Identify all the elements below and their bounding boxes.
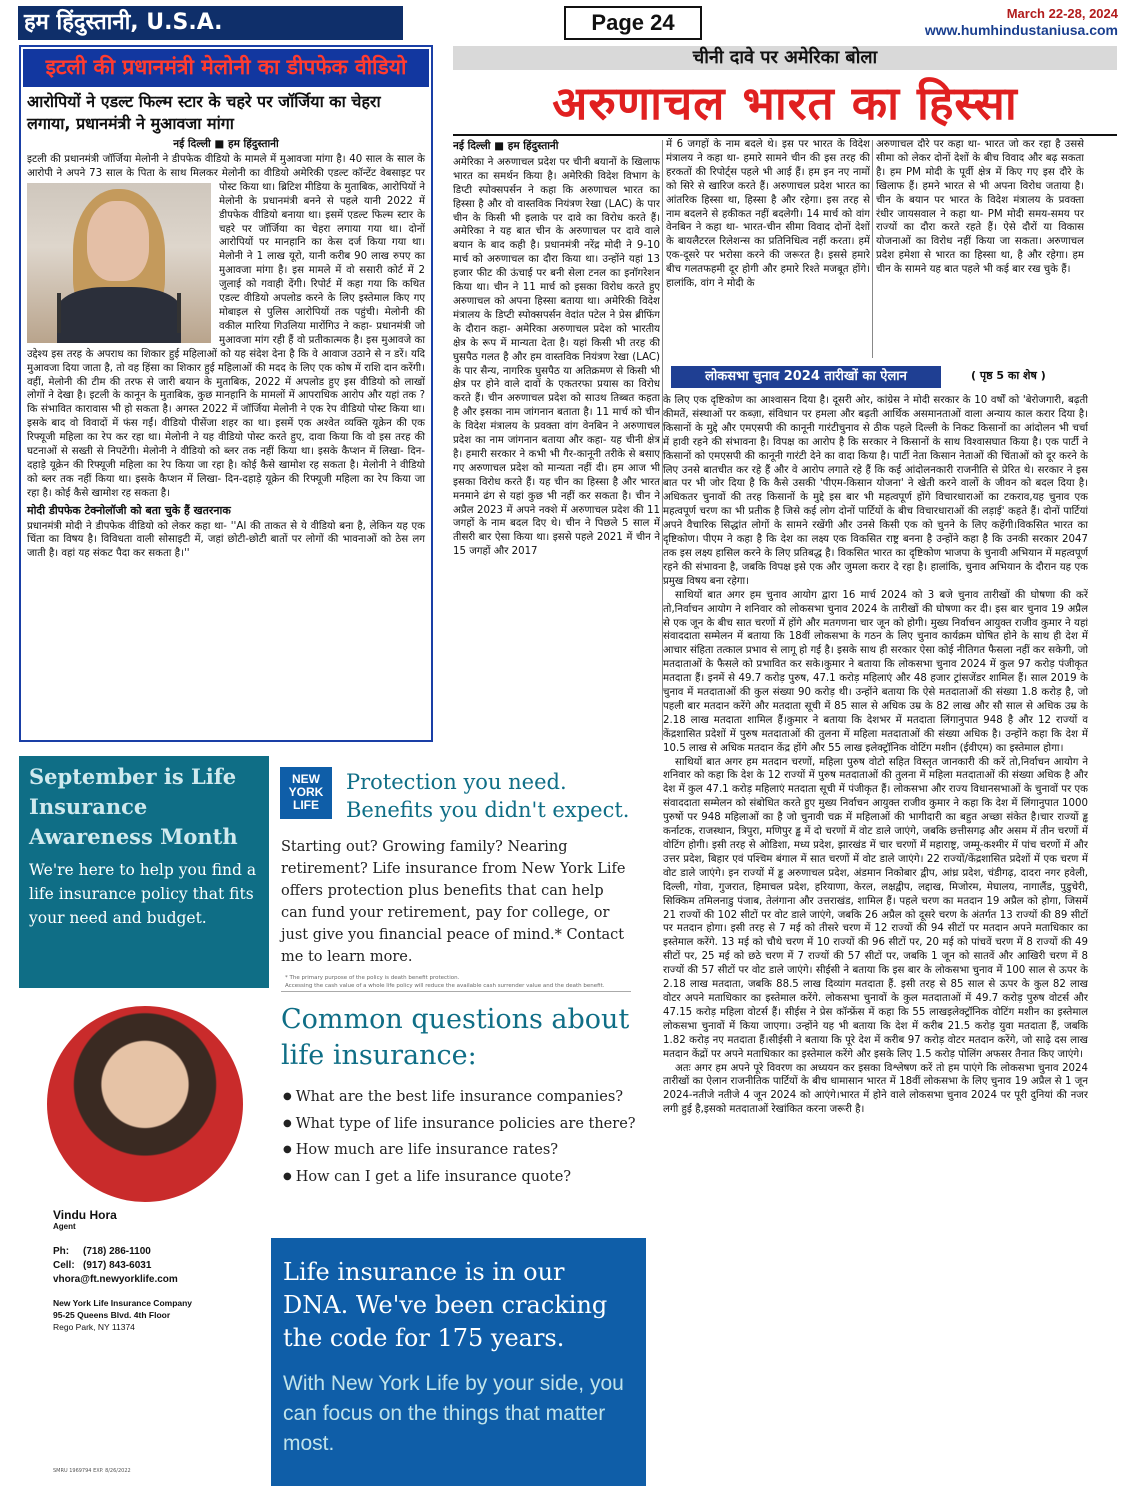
headline-rule	[453, 134, 1117, 136]
issue-date: March 22-28, 2024	[1006, 6, 1118, 21]
ad-dna-text: Life insurance is in our DNA. We've been cracking the code for 175 years.	[283, 1258, 608, 1352]
arunachal-byline: नई दिल्ली ■ हम हिंदुस्तानी	[453, 140, 559, 152]
arunachal-col3-text: अरुणाचल दौरे पर कहा था- भारत जो कर रहा है उससे सीमा को लेकर दोनों देशों के बीच विवाद और बढ़ सकता है। हम PM मोदी के पूर्वी क्षेत्र में किए गए इस दौरे के खिलाफ हैं। हमने भारत से भी अपना विरोध जताया है। चीन के बयान पर भारत के विदेश मंत्रालय के प्रवक्ता रंधीर जायसवाल ने कहा था- PM मोदी समय-समय पर राज्यों का दौरा करते रहते हैं। ऐसे दौरों या विकास योजनाओं का विरोध नहीं किया जा सकता। अरुणाचल प्रदेश हमेशा से भारत का हिस्सा था, है और रहेगा। हम चीन के सामने यह बात पहले भी कई बार रख चुके हैं।	[876, 139, 1084, 276]
meloni-body	[27, 153, 425, 561]
faq-item: ● How can I get a life insurance quote?	[283, 1164, 648, 1191]
agent-phone[interactable]: Ph: (718) 286-1100	[53, 1246, 151, 1257]
ad-awareness-intro: We're here to help you find a life insurance policy that fits your need and budget.	[29, 861, 257, 927]
ad-dna-panel	[271, 1238, 646, 1486]
tagline-line-2: Benefits you didn't expect.	[346, 798, 630, 822]
election-title: लोकसभा चुनाव 2024 तारीखों का ऐलान	[671, 366, 941, 388]
arunachal-headline: अरुणाचल भारत का हिस्सा	[552, 76, 1018, 130]
arunachal-col1-text: अमेरिका ने अरुणाचल प्रदेश पर चीनी बयानों के खिलाफ भारत का समर्थन किया है। अमेरिकी विदेश विभाग के डिप्टी स्पोक्सपर्सन ने कहा कि अरुणाचल भारत का हिस्सा है और वो वास्तविक नियंत्रण रेखा (LAC) के पार चीन के किसी भी इलाके पर दावे का विरोध करते हैं। अमेरिका ने यह बात चीन के अरुणाचल पर दावे वाले बयान के बाद कही है। प्रधानमंत्री नरेंद्र मोदी ने 9-10 मार्च को अरुणाचल का दौरा किया था। उन्होंने यहां 13 हजार फीट की ऊंचाई पर बनी सेला टनल का इनॉगरेशन किया था। चीन ने 11 मार्च को इसका विरोध करते हुए अरुणाचल को अपना हिस्सा बताया था। अमेरिकी विदेश मंत्रालय के डिप्टी स्पोक्सपर्सन वेदांत पटेल ने प्रेस ब्रीफिंग के दौरान कहा- अमेरिका अरुणाचल प्रदेश को भारतीय क्षेत्र के रूप में मान्यता देता है। यहां किसी भी तरह की घुसपैठ गलत है और हम वास्तविक नियंत्रण रेखा (LAC) के पार सैन्य, नागरिक घुसपैठ या अतिक्रमण से किसी भी क्षेत्र पर होने वाले दावों के एकतरफा प्रयास का विरोध करते हैं। चीन अरुणाचल प्रदेश को साउथ तिब्बत कहता है और इसका नाम जांगनान बताता है। 11 मार्च को चीन के विदेश मंत्रालय के प्रवक्ता वांग वेनबिन ने अरुणाचल प्रदेश का नाम जांगनान बताया और कहा- यह चीनी क्षेत्र है। हमारी सरकार ने कभी भी गैर-कानूनी तरीके से बसाए गए अरुणाचल प्रदेश को मान्यता नहीं दी। हम आज भी इसका विरोध करते हैं। यह चीन का हिस्सा है और भारत मनमाने ढंग से यहां कुछ भी नहीं कर सकता है। चीन ने अप्रैल 2023 में अपने नक्शे में अरुणाचल प्रदेश की 11 जगहों के नाम बदल दिए थे। चीन ने पिछले 5 साल में तीसरी बार ऐसा किया था। इससे पहले 2021 में चीन ने 15 जगहों और 2017	[453, 156, 660, 558]
masthead	[18, 6, 1118, 42]
agent-company: New York Life Insurance Company	[53, 1298, 193, 1308]
ad-body-copy: Starting out? Growing family? Nearing retirement? Life insurance from New York Life offers protection plus benefits that can help can fund your retirement, pay for college, or just give you financial peace of mind.* Contact me to learn more.	[281, 839, 626, 965]
agent-address-line1: 95-25 Queens Blvd. 4th Floor	[53, 1310, 171, 1320]
meloni-subhead: आरोपियों ने एडल्ट फिल्म स्टार के चहरे पर जॉर्जिया का चेहरा लगाया, प्रधानमंत्री ने मुआवजा मांगा	[27, 92, 381, 133]
continued-note: ( पृष्ठ 5 का शेष )	[971, 369, 1046, 382]
masthead-right	[925, 6, 1118, 39]
election-body	[663, 394, 1088, 1484]
arunachal-kicker: चीनी दावे पर अमेरिका बोला	[453, 46, 1117, 70]
ad-divider	[281, 991, 631, 992]
page-number: Page 24	[564, 6, 702, 40]
election-para-3: साथियों बात अगर हम मतदान चरणों, महिला पुरुष वोटो सहित विस्तृत जानकारी की करें तो,निर्वाचन आयोग ने शनिवार को कहा कि देश के 12 राज्यों में पुरुष मतदाताओं की तुलना में महिला मतदाताओं की संख्या अधिक है और देश में कुल 47.1 करोड़ महिलाएं मतदाता सूची में पंजीकृत हैं। लोकसभा और राज्य विधानसभाओं के चुनावों पर एक संवाददाता सम्मेलन को संबोधित करते हुए मुख्य निर्वाचन आयुक्त राजीव कुमार ने कहा कि देश में लिंगानुपात 1000 पुरुषों पर 948 महिलाओं का है जो चुनावी चक्र में महिलाओं की भागीदारी का बहुत अच्छा संकेत है।चार राज्यों ड्ढ कर्नाटक, राजस्थान, त्रिपुरा, मणिपुर ड्ढ में दो चरणों में वोट डाले जाएंगे, जबकि छत्तीसगढ़ और असम में तीन चरणों में वोटिंग होगी। इसी तरह से ओडिशा, मध्य प्रदेश, झारखंड में चार चरणों मेंं महाराष्ट्र, जम्मू-कश्मीर में पांच चरणों में और उत्तर प्रदेश, बिहार एवं पश्चिम बंगाल में सात चरणों में वोट डाले जाएंगे। 22 राज्यों/केंद्रशासित प्रदेशों में एक चरण में वोट डाले जाएंगे। इन राज्यों में ड्ढ अरुणाचल प्रदेश, अंडमान निकोबार द्वीप, आंध्र प्रदेश, चंडीगढ़, दादरा नगर हवेली, दिल्ली, गोवा, गुजरात, हिमाचल प्रदेश, हरियाणा, केरल, लक्षद्वीप, लद्दाख, मिजोरम, मेघालय, नागालैंड, पुडुचेरी, सिक्किम तमिलनाडु पंजाब, तेलंगाना और उत्तराखंड, शामिल हैं। पहले चरण का मतदान 19 अप्रैल को होगा, जिसमें 21 राज्यों की 102 सीटों पर वोट डाले जाएंगे, जबकि 26 अप्रैल को दूसरे चरण के अंतर्गत 13 राज्यों की 89 सीटों पर मतदान होगा। इसी तरह से 7 मई को तीसरे चरण में 12 राज्यों की 94 सीटों पर मतदान अपने मताधिकार का इस्तेमाल करेंगे. 13 मई को चौथे चरण में 10 राज्यों की 96 सीटों पर, 20 मई को पांचवें चरण में 8 राज्यों की 49 सीटों पर, 25 मई को छठे चरण में 7 राज्यों की 57 सीटों पर, जबकि 1 जून को सातवें और आखिरी चरण में 8 राज्यों की 57 सीटों पर वोट डाले जाएंगे। सीईसी ने बताया कि इस बार के लोकसभा चुनाव में 100 साल से ऊपर के 2.18 लाख मतदाता, जबकि 88.5 लाख दिव्यांग मतदाता हैं. इसी तरह से 85 साल से ऊपर के कुल 82 लाख वोटर अपने मताधिकार का इस्तेमाल करेंगे. लोकसभा चुनावों के कुल मतदाताओं में 49.7 करोड़ पुरुष वोटर्स और 47.15 करोड़ महिला वोटर्स हैं। सीईस ने प्रेस कॉन्फ्रेंस में कहा कि 55 लाखइलेक्ट्रॉनिक वोटिंग मशीन का इस्तेमाल लोकसभा चुनावों में किया जाएगा। उन्होंने यह भी बताया कि देश में करीब 21.5 करोड़ युवा मतदाता हैं, जबकि 1.82 करोड़ नए मतदाता हैं।सीईसी ने बताया कि पूरे देश में करीब 97 करोड़ वोटर मतदान करेंगे, जो साढ़े दस लाख मतदान केंद्रों पर अपने मताधिकार का इस्तेमाल करेंगे और इसके लिए 1.5 करोड़ पोलिंग अफसर तैनात किए जाएंगे।	[663, 756, 1088, 1060]
election-para-2: साथियों बात अगर हम चुनाव आयोग द्वारा 16 मार्च 2024 को 3 बजे चुनाव तारीखों की घोषणा की करें तो,निर्वाचन आयोग ने शनिवार को लोकसभा चुनाव 2024 के तारीखों की घोषणा कर दी। इस बार चुनाव 19 अप्रैल से एक जून के बीच सात चरणों में होंगे और मतगणना चार जून को होगी। मुख्य निर्वाचन आयुक्त राजीव कुमार ने यहां संवाददाता सम्मेलन में बताया कि 18वीं लोकसभा के गठन के लिए चुनाव कार्यक्रम घोषित होने के साथ ही देश में आचार संहिता तत्काल प्रभाव से लागू हो गई है। इसके साथ ही सरकार ऐसा कोई नीतिगत फैसला नहीं कर सकेगी, जो मतदाताओं के फैसले को प्रभावित कर सके।कुमार ने बताया कि लोकसभा चुनाव 2024 में कुल 97 करोड़ पंजीकृत मतदाता हैं। इनमें से 49.7 करोड़ पुरुष, 47.1 करोड़ महिलाएं और 48 हजार ट्रांसजेंडर शामिल हैं। साल 2019 के चुनाव में मतदाताओं की कुल संख्या 90 करोड़ थी। उन्होंने बताया कि ऐसे मतदाताओं की संख्या 1.8 करोड़ है, जो पहली बार मतदान करेंगे और मतदाता सूची में 85 साल से अधिक उम्र के 82 लाख और सौ साल से अधिक उम्र के 2.18 लाख मतदाता शामिल हैं।कुमार ने बताया कि देशभर में मतदाता लिंगानुपात 948 है और 12 राज्यों व केंद्रशासित प्रदेशों में पुरुष मतदाताओं की तुलना में महिला मतदाताओं की संख्या अधिक है। उन्होंने कहा कि देश में 10.5 लाख से अधिक मतदान केंद्र होंगे और 55 लाख इलेक्ट्रॉनिक वोटिंग मशीन (ईवीएम) का इस्तेमाल होगा।	[663, 589, 1088, 754]
meloni-para2: प्रधानमंत्री मोदी ने डीपफेक वीडियो को लेकर कहा था- ''AI की ताकत से ये वीडियो बना है, लेकिन यह एक चिंता का विषय है। विविधता वाली सोसाइटी में, जहां छोटी-छोटी बातों पर लोगों की भावनाओं को ठेस लग जाती है। वहां यह संकट पैदा कर सकता है।''	[27, 520, 425, 560]
election-header	[671, 366, 1075, 390]
meloni-byline: नई दिल्ली ■ हम हिंदुस्तानी	[173, 138, 279, 150]
agent-name: Vindu Hora	[53, 1208, 117, 1222]
ad-focus-text: With New York Life by your side, you can focus on the things that matter most.	[283, 1372, 624, 1455]
meloni-subhead2: मोदी डीपफेक टेक्नोलॉजी को बता चुके हैं खतरनाक	[27, 503, 231, 517]
meloni-headline: इटली की प्रधानमंत्री मेलोनी का डीपफेक वीडियो	[23, 49, 429, 87]
arunachal-column-1	[453, 138, 660, 745]
ad-awareness-headline: September is Life Insurance Awareness Month	[29, 764, 238, 849]
agent-photo	[47, 1006, 243, 1202]
agent-role: Agent	[53, 1222, 76, 1231]
ad-left-panel	[19, 756, 269, 1486]
agent-card	[53, 1208, 268, 1333]
election-para-4: अतः अगर हम अपने पूरे विवरण का अध्ययन कर इसका विश्लेषण करें तो हम पाएंगे कि लोकसभा चुनाव 2024 तारीखों का ऐलान राजनीतिक पार्टियों के बीच धामासान भारत में 18वीं लोकसभा के लिए चुनाव 19 अप्रैल से 1 जून 2024-नतीजे नतीजे 4 जून 2024 को आएंगे।भारत में होने वाले लोकसभा चुनाव 2024 पर पूरी दुनियां की नजर लगी हुई है,इसको मतदाताओं रेखांकित करना जरूरी है।	[663, 1062, 1088, 1116]
new-york-life-ad	[19, 756, 646, 1486]
column-divider	[872, 140, 873, 358]
meloni-para1-rest: वीडियो अमेरिकी एडल्ट कॉन्टेंट वेबसाइट पर पोस्ट किया था। ब्रिटिश मीडिया के मुताबिक, आरोपियों ने मेलोनी के प्रधानमंत्री बनने से पहले यानी 2022 में डीपफेक वीडियो बनाया था। इसमें एडल्ट फिल्म स्टार के चहरे पर जॉर्जिया का चेहरा लगाया गया था। दोनों आरोपियों पर मानहानि का केस दर्ज किया गया था। मेलोनी ने 1 लाख यूरो, यानी करीब 90 लाख रुपए का मुआवजा मांगा है। इस मामले में वो ससारी कोर्ट में 2 जुलाई को गवाही देंगी। रिपोर्ट में कहा गया कि कथित एडल्ट वीडियो अपलोड करने के लिए इस्तेमाल किए गए मोबाइल से पुलिस आरोपियों तक पहुंची। मेलोनी की वकील मारिया गिउलिया मारोंगिउ ने कहा- प्रधानमंत्री जो मुआवजा मांग रही हैं वो प्रतीकात्मक है। इस मुआवजे का उद्देश्य इस तरह के अपराध का शिकार हुई महिलाओं को यह संदेश देना है कि वे आवाज उठाने से न डरें। यदि मुआवजा दिया जाता है, तो वह हिंसा का शिकार हुई महिलाओं की मदद के लिए एक कोष में राशि दान करेंगी। वहीं, मेलोनी की टीम की तरफ से जारी बयान के मुताबिक, 2022 में अपलोड हुए इस वीडियो को लाखों लोगों ने देखा है। इटली के कानून के मुताबिक, कुछ मानहानि के मामलों में आपराधिक आरोप और यहां तक ? कि संभावित कारावास भी हो सकता है। अगस्त 2022 में जॉर्जिया मेलोनी ने एक रेप वीडियो पोस्ट किया था। इसके बाद वो विवादों में फंस गईं। वीडियो पीसेंजा शहर का था। इसमें एक अश्वेत व्यक्ति यूक्रेन की एक रिफ्यूजी महिला का रेप कर रहा था। मेलोनी ने यह वीडियो पोस्ट करते हुए, दावा किया कि वो इस तरह की घटनाओं से सख्ती से निपटेंगी। मेलोनी ने वीडियो को ब्लर तक नहीं किया था। इसके कैप्शन में लिखा- दिन-दहाड़े यूक्रेन की रिफ्यूजी महिला का रेप किया जा रहा है। कोई कैसे खामोश रह सकता है। मेलोनी ने वीडियो को ब्लर तक नहीं किया था। इसके कैप्शन में लिखा- दिन-दहाड़े यूक्रेन की रिफ्यूजी महिला का रेप किया जा रहा है। कोई कैसे खामोश रह सकता है।	[27, 167, 425, 499]
faq-item: ● How much are life insurance rates?	[283, 1137, 648, 1164]
ad-fine-print: * The primary purpose of the policy is death benefit protection. Accessing the cash value of a whole life policy will reduce the available cash surrender value and the death benefit.	[285, 975, 605, 989]
faq-title: Common questions about life insurance:	[281, 1004, 630, 1071]
newspaper-title: हम हिंदुस्तानी, U.S.A.	[18, 6, 403, 40]
faq-list	[283, 1084, 648, 1190]
arunachal-column-3	[876, 138, 1084, 360]
agent-address-line2: Rego Park, NY 11374	[53, 1322, 135, 1332]
ad-tagline	[346, 768, 629, 824]
faq-item: ● What type of life insurance policies are there?	[283, 1111, 648, 1138]
faq-item: ● What are the best life insurance companies?	[283, 1084, 648, 1111]
arunachal-col2-text: में 6 जगहों के नाम बदले थे। इस पर भारत के विदेश मंत्रालय ने कहा था- हमारे सामने चीन की इस तरह की हरकतों की रिपोर्ट्स पहले भी आई हैं। हम इन नए नामों को सिरे से खारिज करते हैं। अरुणाचल प्रदेश भारत का आंतरिक हिस्सा था, हिस्सा है और रहेगा। इस तरह से नाम बदलने से हकीकत नहीं बदलेगी। 14 मार्च को वांग वेनबिन ने कहा था- भारत-चीन सीमा विवाद दोनों देशों के बायलैटरल रिलेशन्स का प्रतिनिधित्व नहीं करता। हमें एक-दूसरे पर भरोसा करने की जरूरत है। इससे हमारे बीच गलतफहमी दूर होगी और हमारे रिश्ते मजबूत होंगे। हालांकि, वांग ने मोदी के	[666, 139, 870, 290]
ad-disclosure-code: SMRU 1969794 EXP. 8/26/2022	[53, 1468, 131, 1474]
ad-awareness-panel	[19, 756, 269, 988]
meloni-story	[19, 45, 433, 742]
tagline-line-1: Protection you need.	[346, 770, 567, 794]
agent-cell[interactable]: Cell: (917) 843-6031	[53, 1260, 152, 1271]
meloni-para1-lead: इटली की प्रधानमंत्री जॉर्जिया मेलोनी ने डीपफेक वीडियो के मामले में मुआवजा मांगा है। 40 साल के साल के आरोपी ने अपने 73 साल के पिता के साथ मिलकर मेलोनी का	[27, 154, 425, 179]
election-para-1: के लिए एक दृष्टिकोण का आश्वासन दिया है। दूसरी ओर, कांग्रेस ने मोदी सरकार के 10 वर्षों को 'बेरोजगारी, बढ़ती कीमतें, संस्थाओं पर कब्ज़ा, संविधान पर हमला और बढ़ती आर्थिक असमानताओं वाला अन्याय काल करार दिया है।किसानों के मुद्दे और एमएसपी की कानूनी गारंटीचुनाव से ठीक पहले दिल्ली के निकट किसानों का आंदोलन भी चर्चा में हावी रहने की संभावना है। विपक्ष का आरोप है कि सरकार ने किसानों के साथ विश्वासघात किया है। एक पार्टी ने किसानों को एमएसपी की कानूनी गारंटी देने का वादा किया है। पार्टी नेता किसान नेताओं की चिंताओं को दूर करने के लिए उनसे बातचीत कर रहे हैं और वे आरोप लगाते रहे हैं कि कई आंदोलनकारी राजनीति से प्रेरित थे। सरकार ने इस बात पर भी जोर दिया है कि कैसे उसकी 'पीएम-किसान योजना' ने खेती करने वालों के जीवन को बदल दिया है। अधिकतर चुनावों की तरह किसानों के मुद्दे इस बार भी महत्वपूर्ण होंगे विचारधाराओं का टकराव,यह चुनाव एक महत्वपूर्ण चरण का भी प्रतीक है जिसे कई लोग दोनों पार्टियों के बीच विचारधाराओं की लड़ाई' कहते हैं। दोनों पार्टियां अपने वैचारिक सिद्धांत लोगों के सामने रखेंगी और उनसे किसी एक को चुनने के लिए कहेंगी।विकसित भारत का दृष्टिकोण। पीएम ने कहा है कि देश का लक्ष्य एक विकसित राष्ट्र बनना है उन्होंने कहा है कि उनकी सरकार 2047 तक इस लक्ष्य हासिल करने के लिए प्रतिबद्ध है। विकसित भारत का दृष्टिकोण भाजपा के चुनावी अभियान में महत्वपूर्ण रहने की संभावना है, जबकि विपक्ष इसे एक और जुमला करार दे रहा है। हालांकि, चुनाव अभियान के दौरान यह एक प्रमुख विषय बना रहेगा।	[663, 395, 1088, 587]
website-link[interactable]: www.humhindustaniusa.com	[924, 22, 1118, 38]
meloni-photo	[27, 183, 211, 343]
agent-email[interactable]: vhora@ft.newyorklife.com	[53, 1274, 178, 1285]
ad-right-panel	[271, 756, 646, 1486]
new-york-life-logo: NEW YORK LIFE	[280, 767, 332, 819]
